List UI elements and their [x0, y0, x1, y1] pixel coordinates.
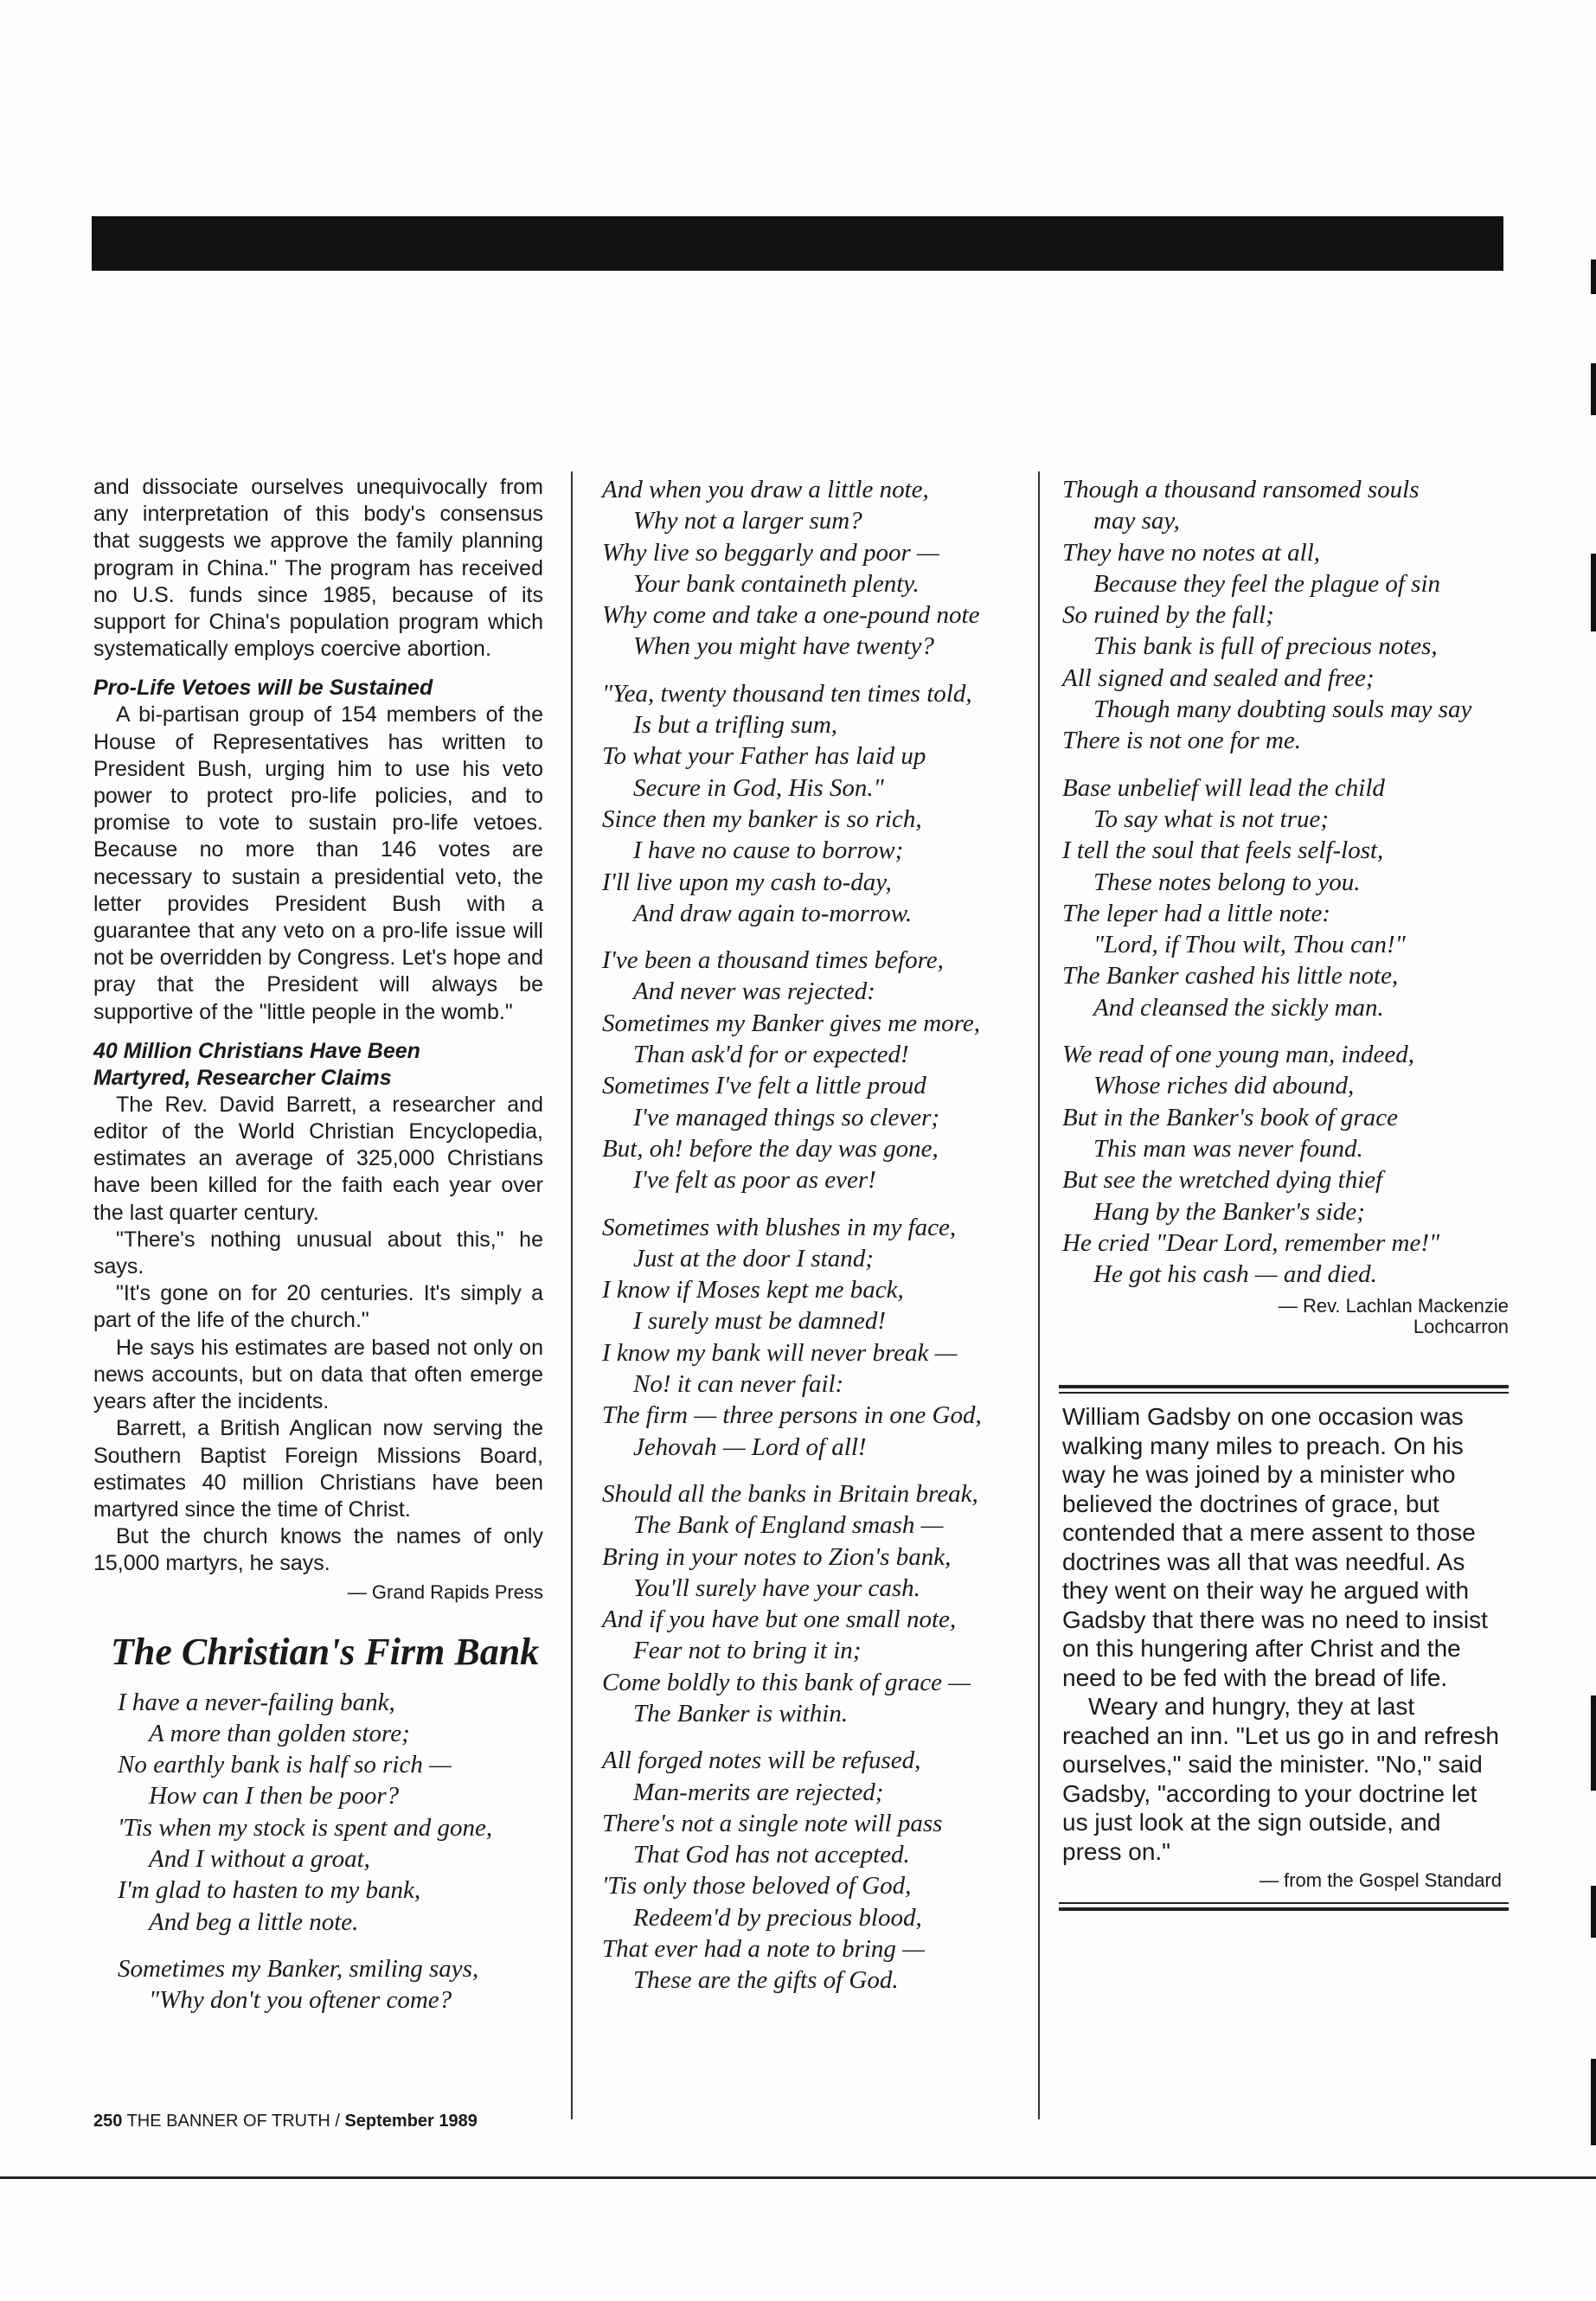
poem-line: Though many doubting souls may say: [1093, 695, 1472, 724]
poem-line: Why not a larger sum?: [633, 507, 862, 535]
poem-line: Base unbelief will lead the child: [1062, 773, 1385, 802]
poem-line: Why come and take a one-pound note: [602, 601, 980, 630]
page-bottom-rule: [0, 2176, 1596, 2179]
poem-line: I surely must be damned!: [633, 1307, 887, 1336]
poem-line: But in the Banker's book of grace: [1062, 1103, 1398, 1131]
poem-line: The Banker cashed his little note,: [1062, 962, 1399, 990]
poem-line: Man-merits are rejected;: [633, 1778, 884, 1806]
poem-stanza: [599, 1478, 1022, 1729]
publication-name: THE BANNER OF TRUTH /: [126, 2112, 340, 2131]
poem-line: And never was rejected:: [633, 977, 875, 1006]
poem-line: I've been a thousand times before,: [602, 946, 944, 975]
scan-edge-mark: [1591, 2059, 1596, 2145]
anecdote-text: [1059, 1394, 1509, 1897]
scan-edge-mark: [1591, 363, 1596, 415]
poem-line: And beg a little note.: [149, 1907, 359, 1936]
article-paragraph: He says his estimates are based not only on news accounts, but on data that often emerge years after the incidents.: [93, 1335, 543, 1414]
poem-line: Why live so beggarly and poor —: [602, 538, 939, 567]
poem-line: They have no notes at all,: [1062, 538, 1321, 567]
poem-line: Whose riches did abound,: [1093, 1072, 1355, 1100]
poem-stanza: [599, 1212, 1022, 1463]
news-briefs: [93, 474, 543, 1606]
anecdote-paragraph: William Gadsby on one occasion was walking many miles to preach. On his way he was joined by a minister who believed the doctrines of grace, but contended that a mere assent to those doctrines was all that was needful. As they went on their way he argued with Gadsby that there was no need to insist on this hungering after Christ and the need to be fed with the bread of life.: [1062, 1403, 1488, 1691]
poem-line: Just at the door I stand;: [633, 1244, 874, 1272]
poem-line: All signed and sealed and free;: [1062, 663, 1375, 692]
poem-line: He got his cash — and died.: [1093, 1260, 1377, 1289]
poem-line: I've managed things so clever;: [633, 1103, 940, 1131]
scan-edge-mark: [1591, 260, 1596, 294]
scan-edge-mark: [1591, 1886, 1596, 1938]
poem-stanza: [599, 474, 1022, 663]
poem-line: All forged notes will be refused,: [602, 1747, 921, 1775]
poem-line: Jehovah — Lord of all!: [633, 1433, 867, 1461]
article-subhead: Pro-Life Vetoes will be Sustained: [93, 676, 433, 701]
anecdote-paragraph: Weary and hungry, they at last reached an inn. "Let us go in and refresh ourselves," said the minister. "No," said Gadsby, "according to your doctrine let us just look at the sign outside, and press on.": [1062, 1693, 1499, 1865]
article-paragraph: Barrett, a British Anglican now serving the Southern Baptist Foreign Missions Board, estimates 40 million Christians have been martyred since the time of Christ.: [93, 1416, 543, 1522]
poem-stanza: [599, 678, 1022, 929]
poem-line: These notes belong to you.: [1093, 868, 1361, 896]
header-bar: [92, 216, 1503, 271]
poem-line: This man was never found.: [1093, 1134, 1363, 1163]
poem-line: We read of one young man, indeed,: [1062, 1041, 1414, 1069]
box-rule: [1059, 1902, 1509, 1904]
poem-line: And I without a groat,: [149, 1845, 370, 1873]
box-rule: [1059, 1907, 1509, 1911]
poem-section: [93, 1687, 543, 2016]
column-left: [93, 474, 543, 2031]
poem-line: You'll surely have your cash.: [633, 1574, 920, 1602]
poem-line: The Bank of England smash —: [633, 1511, 944, 1540]
poem-line: Come boldly to this bank of grace —: [602, 1668, 971, 1696]
poem-line: I tell the soul that feels self-lost,: [1062, 836, 1384, 865]
poem-line: To say what is not true;: [1093, 804, 1330, 833]
scan-edge-mark: [1591, 1695, 1596, 1791]
poem-line: I have a never-failing bank,: [118, 1688, 395, 1716]
poem-title: The Christian's Firm Bank: [111, 1630, 540, 1673]
poem-stanza: [93, 1687, 543, 1938]
poem-line: Is but a trifling sum,: [633, 711, 838, 740]
poem-line: 'Tis when my stock is spent and gone,: [118, 1813, 493, 1842]
article-paragraph: "There's nothing unusual about this," he says.: [93, 1227, 543, 1279]
page-footer: [93, 2111, 478, 2131]
poem-line: A more than golden store;: [149, 1719, 410, 1747]
scan-edge-mark: [1591, 554, 1596, 631]
article-subhead: [93, 1038, 543, 1092]
poem-line: Bring in your notes to Zion's bank,: [602, 1542, 952, 1571]
poem-line: Though a thousand ransomed souls: [1062, 476, 1420, 503]
article-paragraph: and dissociate ourselves unequivocally from any interpretation of this body's consensus that suggests we approve the family planning program in China." The program has received no U.S. funds since 1985, because of its support for China's population program which systematically employs coercive abortion.: [93, 475, 543, 662]
poem-line: The firm — three persons in one God,: [602, 1401, 982, 1430]
poem-line: "Lord, if Thou wilt, Thou can!": [1093, 931, 1406, 959]
poem-line: Since then my banker is so rich,: [602, 804, 922, 833]
poem-credit-name: — Rev. Lachlan Mackenzie: [1278, 1295, 1509, 1317]
poem-line: So ruined by the fall;: [1062, 601, 1274, 630]
poem-line: How can I then be poor?: [149, 1782, 400, 1811]
poem-line: No! it can never fail:: [633, 1370, 844, 1399]
poem-line: 'Tis only those beloved of God,: [602, 1872, 912, 1900]
poem-line: I'll live upon my cash to-day,: [602, 868, 892, 896]
poem-line: may say,: [1093, 507, 1180, 535]
poem-line: I'm glad to hasten to my bank,: [118, 1876, 421, 1905]
article-subhead-line: Martyred, Researcher Claims: [93, 1065, 392, 1090]
poem-stanza: [1059, 772, 1509, 1023]
poem-line: "Why don't you oftener come?: [149, 1986, 452, 2015]
poem-line: The leper had a little note:: [1062, 899, 1331, 927]
poem-line: To what your Father has laid up: [602, 742, 926, 771]
gadsby-anecdote-box: [1059, 1385, 1509, 1911]
poem-section: [599, 474, 1022, 1997]
poem-line: Your bank containeth plenty.: [633, 569, 920, 598]
poem-line: Fear not to bring it in;: [633, 1637, 862, 1665]
poem-line: And cleansed the sickly man.: [1093, 993, 1384, 1022]
poem-line: "Yea, twenty thousand ten times told,: [602, 679, 972, 708]
poem-line: Sometimes I've felt a little proud: [602, 1072, 926, 1100]
poem-stanza: [1059, 474, 1509, 757]
poem-line: Sometimes my Banker, smiling says,: [118, 1954, 479, 1983]
poem-line: Sometimes with blushes in my face,: [602, 1213, 957, 1241]
poem-line: Because they feel the plague of sin: [1093, 569, 1441, 598]
column-middle: [599, 474, 1022, 2012]
poem-line: I have no cause to borrow;: [633, 836, 904, 865]
article-paragraph: A bi-partisan group of 154 members of the House of Representatives has written to President Bush, urging him to use his veto power to protect pro-life policies, and to promise to vote to sustain pro-life vetoes. Because no more than 146 votes are necessary to sustain a presidential veto, the letter provides President Bush with a guarantee that any veto on a pro-life issue will not be overridden by Congress. Let's hope and pray that the President will always be supportive of the "little people in the womb.": [93, 702, 543, 1024]
column-right: [1059, 474, 1509, 1911]
poem-line: Secure in God, His Son.": [633, 773, 884, 802]
poem-line: Should all the banks in Britain break,: [602, 1479, 978, 1508]
poem-line: I've felt as poor as ever!: [633, 1166, 876, 1195]
poem-line: That God has not accepted.: [633, 1841, 910, 1869]
article-paragraph: The Rev. David Barrett, a researcher and editor of the World Christian Encyclopedia, estimates an average of 325,000 Christians have been killed for the faith each year over the last quarter century.: [93, 1092, 543, 1225]
poem-line: But, oh! before the day was gone,: [602, 1134, 939, 1163]
column-divider: [1038, 471, 1040, 2119]
article-paragraph: But the church knows the names of only 15,000 martyrs, he says.: [93, 1524, 543, 1576]
poem-line: Than ask'd for or expected!: [633, 1041, 909, 1069]
poem-stanza: [599, 945, 1022, 1195]
poem-stanza: [93, 1953, 543, 2016]
poem-line: And when you draw a little note,: [602, 476, 929, 503]
poem-line: That ever had a note to bring —: [602, 1935, 925, 1964]
poem-line: This bank is full of precious notes,: [1093, 632, 1438, 661]
page-number: 250: [93, 2112, 123, 2131]
poem-stanza: [1059, 1039, 1509, 1290]
poem-line: These are the gifts of God.: [633, 1966, 899, 1995]
poem-credit-place: Lochcarron: [1413, 1316, 1509, 1338]
column-divider: [571, 471, 573, 2119]
poem-line: But see the wretched dying thief: [1062, 1166, 1383, 1195]
box-rule: [1059, 1385, 1509, 1388]
issue-date: September 1989: [344, 2112, 478, 2131]
poem-line: When you might have twenty?: [633, 632, 934, 661]
article-paragraph: "It's gone on for 20 centuries. It's simply a part of the life of the church.": [93, 1281, 543, 1333]
article-credit: — Grand Rapids Press: [347, 1580, 543, 1603]
poem-line: No earthly bank is half so rich —: [118, 1751, 452, 1779]
poem-line: Hang by the Banker's side;: [1093, 1197, 1365, 1226]
anecdote-credit: — from the Gospel Standard: [1259, 1869, 1502, 1892]
poem-line: He cried "Dear Lord, remember me!": [1062, 1228, 1440, 1257]
poem-section: [1059, 474, 1509, 1290]
poem-line: I know if Moses kept me back,: [602, 1276, 904, 1304]
poem-line: There's not a single note will pass: [602, 1809, 943, 1837]
poem-line: Sometimes my Banker gives me more,: [602, 1009, 981, 1037]
poem-line: The Banker is within.: [633, 1699, 849, 1727]
poem-line: And if you have but one small note,: [602, 1606, 957, 1634]
poem-line: Redeem'd by precious blood,: [633, 1903, 922, 1932]
poem-line: I know my bank will never break —: [602, 1338, 958, 1367]
poem-line: And draw again to-morrow.: [633, 899, 913, 927]
article-subhead-line: 40 Million Christians Have Been: [93, 1038, 420, 1063]
poem-stanza: [599, 1745, 1022, 1996]
poem-line: There is not one for me.: [1062, 727, 1302, 755]
